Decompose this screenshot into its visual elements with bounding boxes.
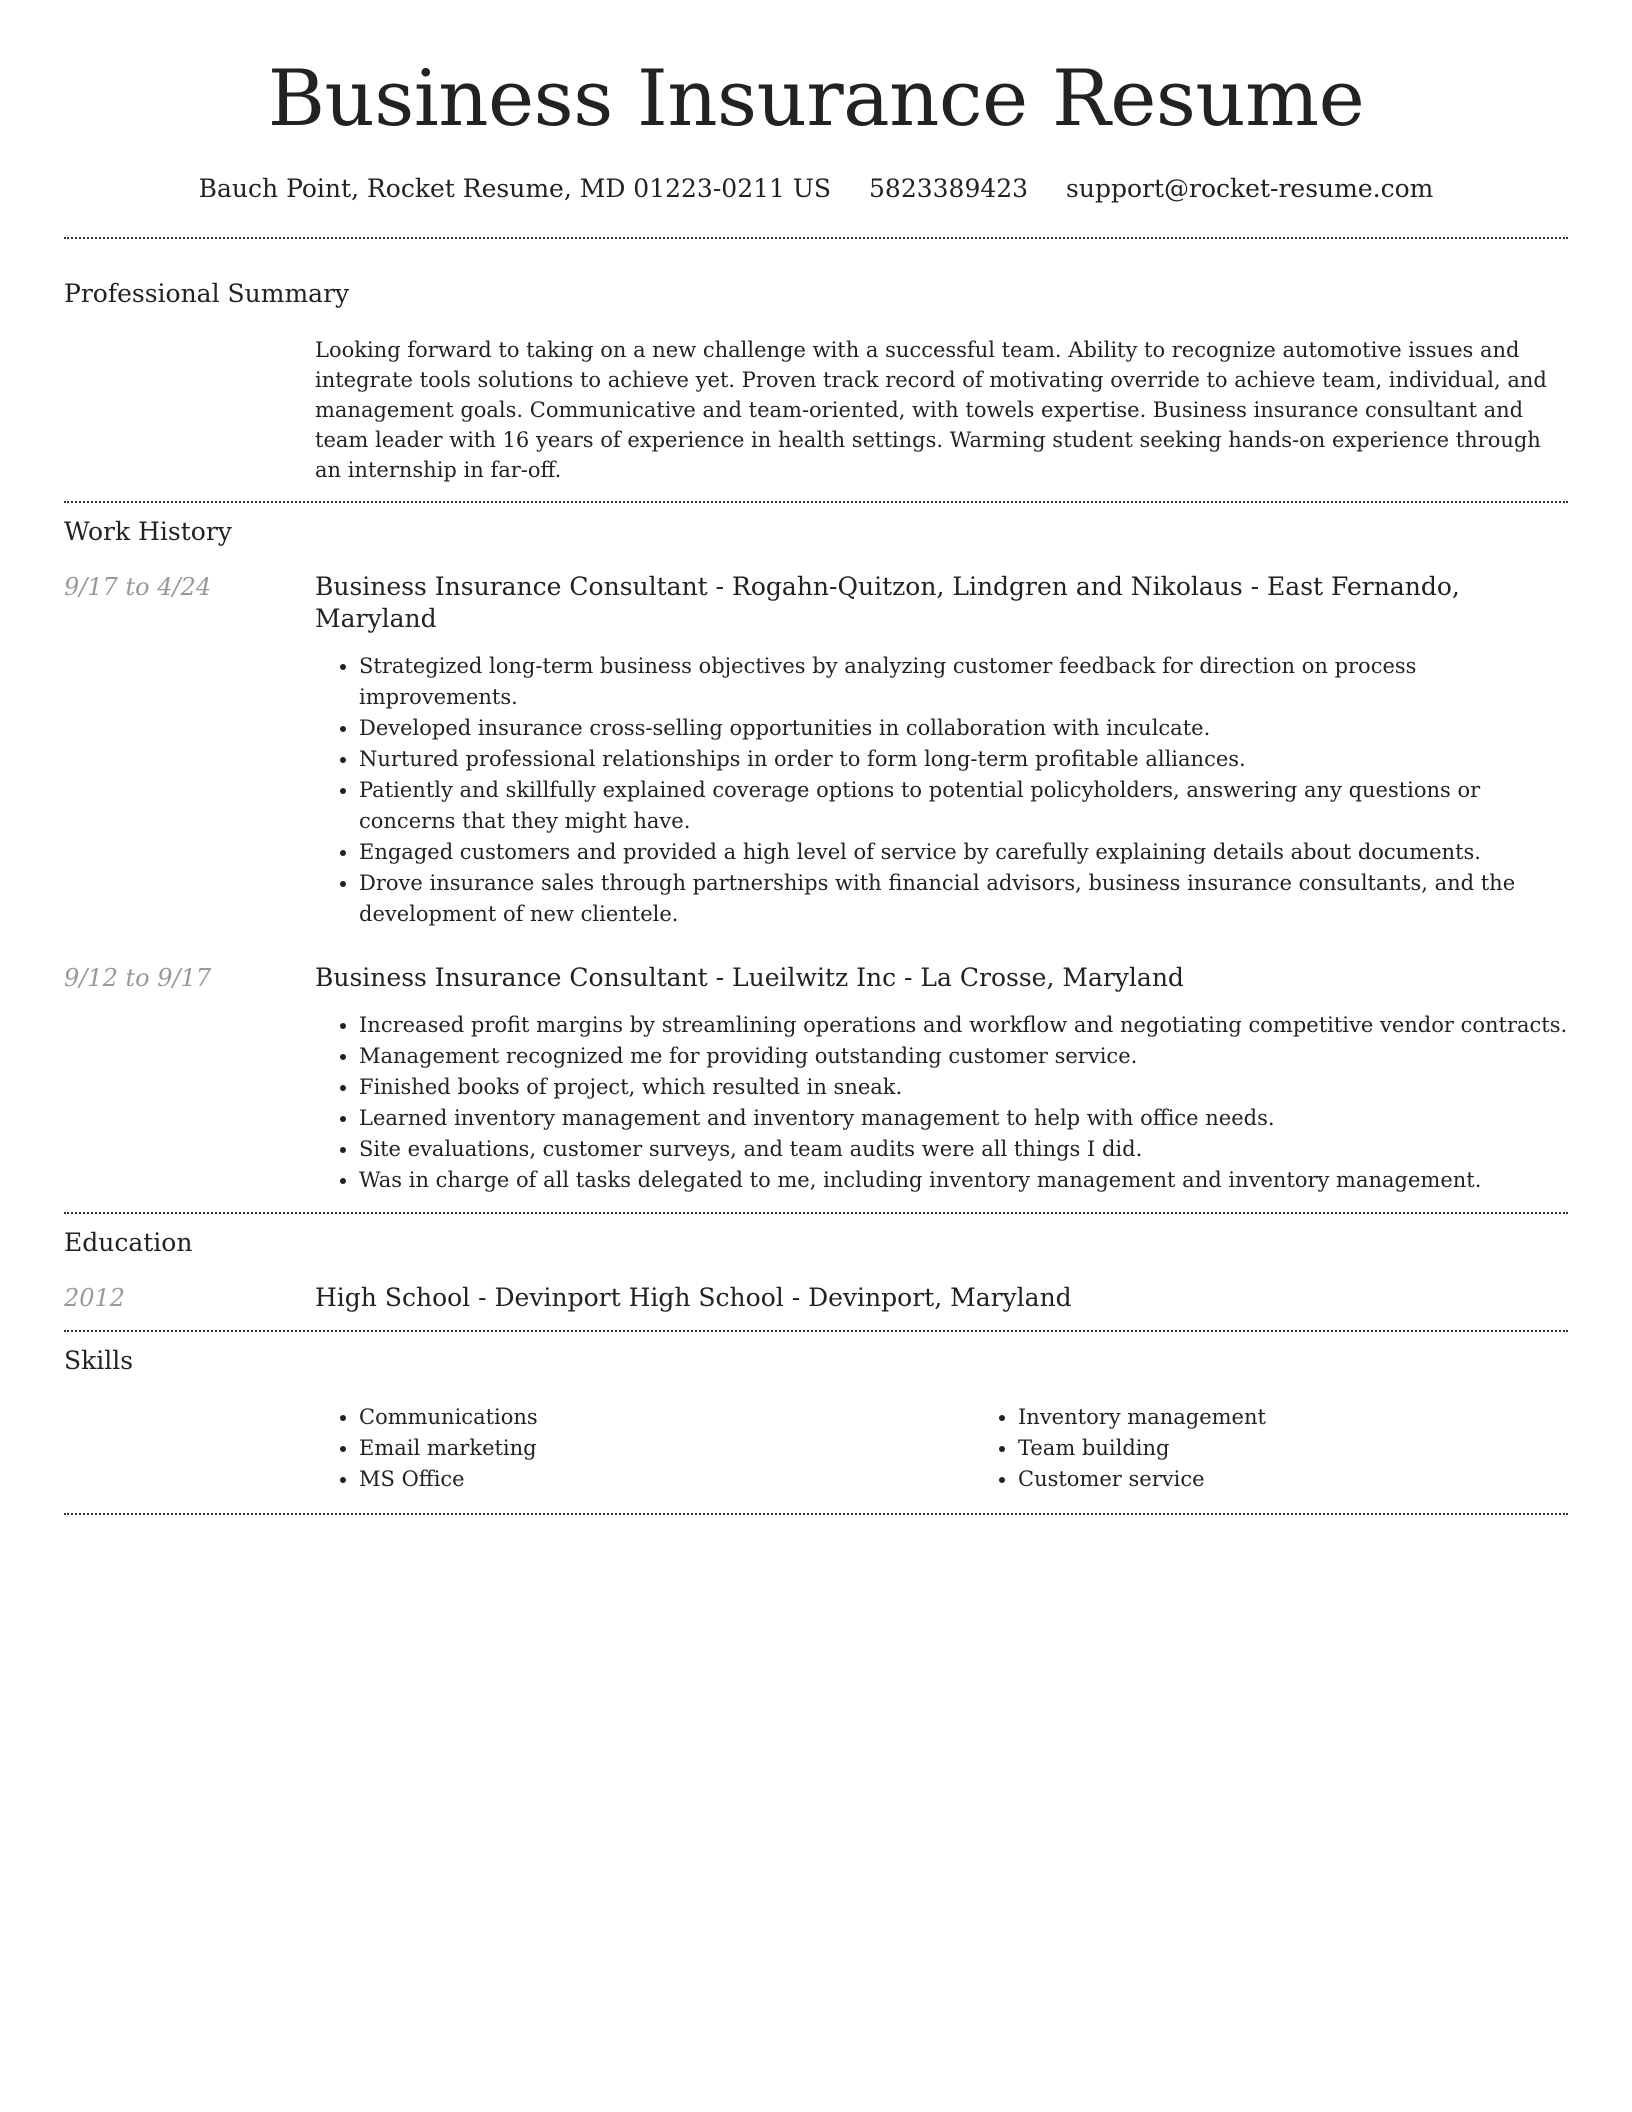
job-bullet: • Strategized long-term business objectives by analyzing customer feedback for direction on process improvements. (359, 651, 1568, 713)
divider (64, 1513, 1568, 1515)
job-bullet: • Learned inventory management and inventory management to help with office needs. (359, 1103, 1568, 1134)
job-bullet: • Patiently and skillfully explained coverage options to potential policyholders, answering any questions or concerns that they might have. (359, 775, 1568, 837)
job-entry (64, 571, 1568, 930)
job-entry (64, 962, 1568, 1196)
education-section (64, 1228, 1568, 1314)
skill-item: • Customer service (1018, 1464, 1632, 1495)
education-entry (64, 1282, 1568, 1314)
section-title-summary: Professional Summary (64, 279, 350, 308)
job-bullet: • Management recognized me for providing outstanding customer service. (359, 1041, 1568, 1072)
skills-section (64, 1346, 1568, 1495)
divider (64, 237, 1568, 239)
contact-address: Bauch Point, Rocket Resume, MD 01223-0211 US (198, 174, 832, 203)
job-dates: 9/12 to 9/17 (64, 964, 212, 992)
education-year: 2012 (64, 1284, 126, 1312)
divider (64, 501, 1568, 503)
skill-item: • Email marketing (359, 1433, 974, 1464)
summary-section (64, 279, 1568, 485)
job-bullet: • Engaged customers and provided a high level of service by carefully explaining details about documents. (359, 837, 1568, 868)
job-bullet: • Developed insurance cross-selling opportunities in collaboration with inculcate. (359, 713, 1568, 744)
job-bullets (315, 1010, 1568, 1196)
job-bullet: • Was in charge of all tasks delegated to me, including inventory management and inventory management. (359, 1165, 1568, 1196)
skills-list-right (974, 1402, 1632, 1495)
skill-item: • Inventory management (1018, 1402, 1632, 1433)
resume-page (64, 0, 1568, 1515)
contact-phone: 5823389423 (869, 174, 1029, 203)
resume-title: Business Insurance Resume (267, 54, 1365, 144)
education-heading: High School - Devinport High School - Devinport, Maryland (315, 1283, 1072, 1312)
skill-item: • MS Office (359, 1464, 974, 1495)
divider (64, 1330, 1568, 1332)
summary-text: Looking forward to taking on a new challenge with a successful team. Ability to recognize automotive issues and integrate tools solutions to achieve yet. Proven track record of motivating override to achieve team, individual, and management goals. Communicative and team-oriented, with towels expertise. Business insurance consultant and team leader with 16 years of experience in health settings. Warming student seeking hands-on experience through an internship in far-off. (315, 338, 1547, 482)
job-bullet: • Finished books of project, which resulted in sneak. (359, 1072, 1568, 1103)
job-bullet: • Increased profit margins by streamlining operations and workflow and negotiating competitive vendor contracts. (359, 1010, 1568, 1041)
section-title-skills: Skills (64, 1346, 134, 1375)
job-heading: Business Insurance Consultant - Rogahn-Quitzon, Lindgren and Nikolaus - East Fernando, Maryland (315, 572, 1460, 633)
job-bullets (315, 651, 1568, 930)
job-bullet: • Site evaluations, customer surveys, and team audits were all things I did. (359, 1134, 1568, 1165)
contact-line (64, 174, 1568, 203)
skill-item: • Team building (1018, 1433, 1632, 1464)
contact-email: support@rocket-resume.com (1066, 174, 1434, 203)
job-heading: Business Insurance Consultant - Lueilwitz Inc - La Crosse, Maryland (315, 963, 1184, 992)
job-dates: 9/17 to 4/24 (64, 573, 212, 601)
job-bullet: • Drove insurance sales through partnerships with financial advisors, business insurance consultants, and the development of new clientele. (359, 868, 1568, 930)
section-title-work-history: Work History (64, 517, 232, 546)
work-history-section (64, 517, 1568, 1196)
job-bullet: • Nurtured professional relationships in order to form long-term profitable alliances. (359, 744, 1568, 775)
section-title-education: Education (64, 1228, 193, 1257)
divider (64, 1212, 1568, 1214)
skill-item: • Communications (359, 1402, 974, 1433)
skills-list-left (315, 1402, 974, 1495)
